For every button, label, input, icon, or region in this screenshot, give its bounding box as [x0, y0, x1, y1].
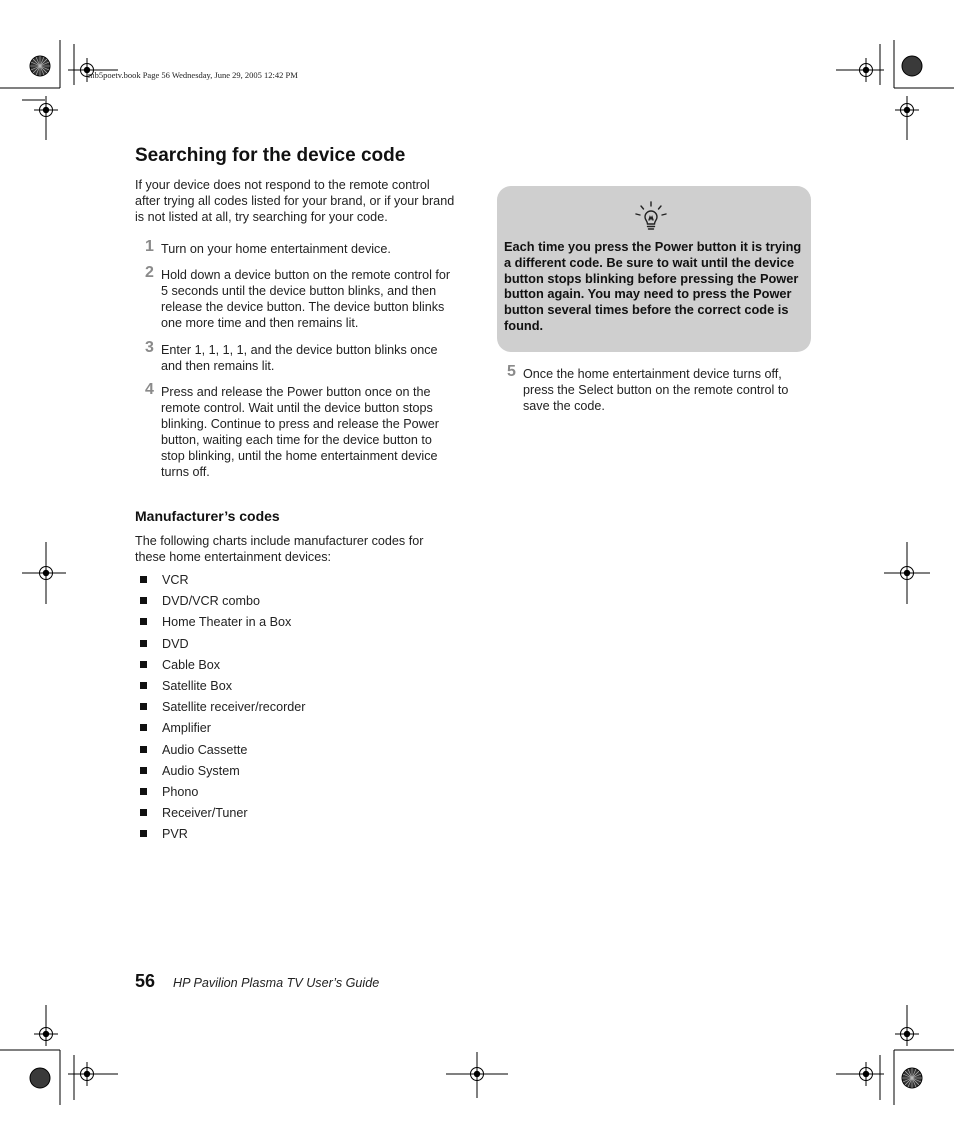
step-number: 1	[145, 238, 154, 255]
manufacturer-intro: The following charts include manufacturer codes for these home entertainment devices:	[135, 534, 424, 564]
step-number: 3	[145, 339, 154, 356]
step-text: Once the home entertainment device turns off, press the Select button on the remote control to save the code.	[523, 367, 789, 413]
square-bullet-icon	[140, 618, 147, 625]
file-header: mb5poetv.book Page 56 Wednesday, June 29, 2005 12:42 PM	[88, 70, 298, 80]
list-item: Satellite receiver/recorder	[138, 699, 306, 720]
step-text: Press and release the Power button once on the remote control. Wait until the device button stops blinking. Continue to press and release the Power button, waiting each time for the device button to stop blinking, until the home entertainment device turns off.	[161, 385, 439, 479]
tip-note-text: Each time you press the Power button it is trying a different code. Be sure to wait until the device button stops blinking before pressing the Power button again. You may need to press the Power button several times before the correct code is found.	[504, 239, 802, 333]
page-number: 56	[135, 971, 156, 991]
square-bullet-icon	[140, 767, 147, 774]
manufacturer-codes-heading: Manufacturer’s codes	[135, 508, 280, 524]
square-bullet-icon	[140, 703, 147, 710]
step-number: 5	[507, 363, 516, 380]
device-list	[138, 572, 306, 847]
square-bullet-icon	[140, 661, 147, 668]
list-item: Cable Box	[138, 657, 306, 678]
step-text: Hold down a device button on the remote control for 5 seconds until the device button blinks, and then release the device button. The device button blinks one more time and then remains lit.	[161, 268, 451, 330]
page-title: Searching for the device code	[135, 145, 406, 166]
step-3	[145, 339, 455, 374]
list-item: VCR	[138, 572, 306, 593]
square-bullet-icon	[140, 682, 147, 689]
step-1	[145, 238, 455, 257]
list-item: Satellite Box	[138, 678, 306, 699]
list-item: DVD/VCR combo	[138, 593, 306, 614]
step-4	[145, 381, 455, 480]
square-bullet-icon	[140, 640, 147, 647]
step-2	[145, 264, 455, 331]
square-bullet-icon	[140, 830, 147, 837]
list-item: Amplifier	[138, 720, 306, 741]
square-bullet-icon	[140, 576, 147, 583]
list-item: DVD	[138, 636, 306, 657]
square-bullet-icon	[140, 809, 147, 816]
square-bullet-icon	[140, 788, 147, 795]
step-text: Enter 1, 1, 1, 1, and the device button blinks once and then remains lit.	[161, 343, 438, 373]
square-bullet-icon	[140, 724, 147, 731]
lightbulb-icon	[633, 200, 669, 234]
list-item: Phono	[138, 784, 306, 805]
list-item: Audio System	[138, 763, 306, 784]
footer-book-title: HP Pavilion Plasma TV User’s Guide	[173, 976, 380, 990]
square-bullet-icon	[140, 746, 147, 753]
step-number: 4	[145, 381, 154, 398]
list-item: Audio Cassette	[138, 742, 306, 763]
step-number: 2	[145, 264, 154, 281]
step-text: Turn on your home entertainment device.	[161, 242, 391, 256]
list-item: Home Theater in a Box	[138, 614, 306, 635]
intro-paragraph: If your device does not respond to the remote control after trying all codes listed for your brand, or if your brand is not listed at all, try searching for your code.	[135, 178, 455, 224]
tip-note-box	[497, 186, 811, 352]
square-bullet-icon	[140, 597, 147, 604]
list-item: PVR	[138, 826, 306, 847]
list-item: Receiver/Tuner	[138, 805, 306, 826]
step-5	[507, 363, 807, 414]
